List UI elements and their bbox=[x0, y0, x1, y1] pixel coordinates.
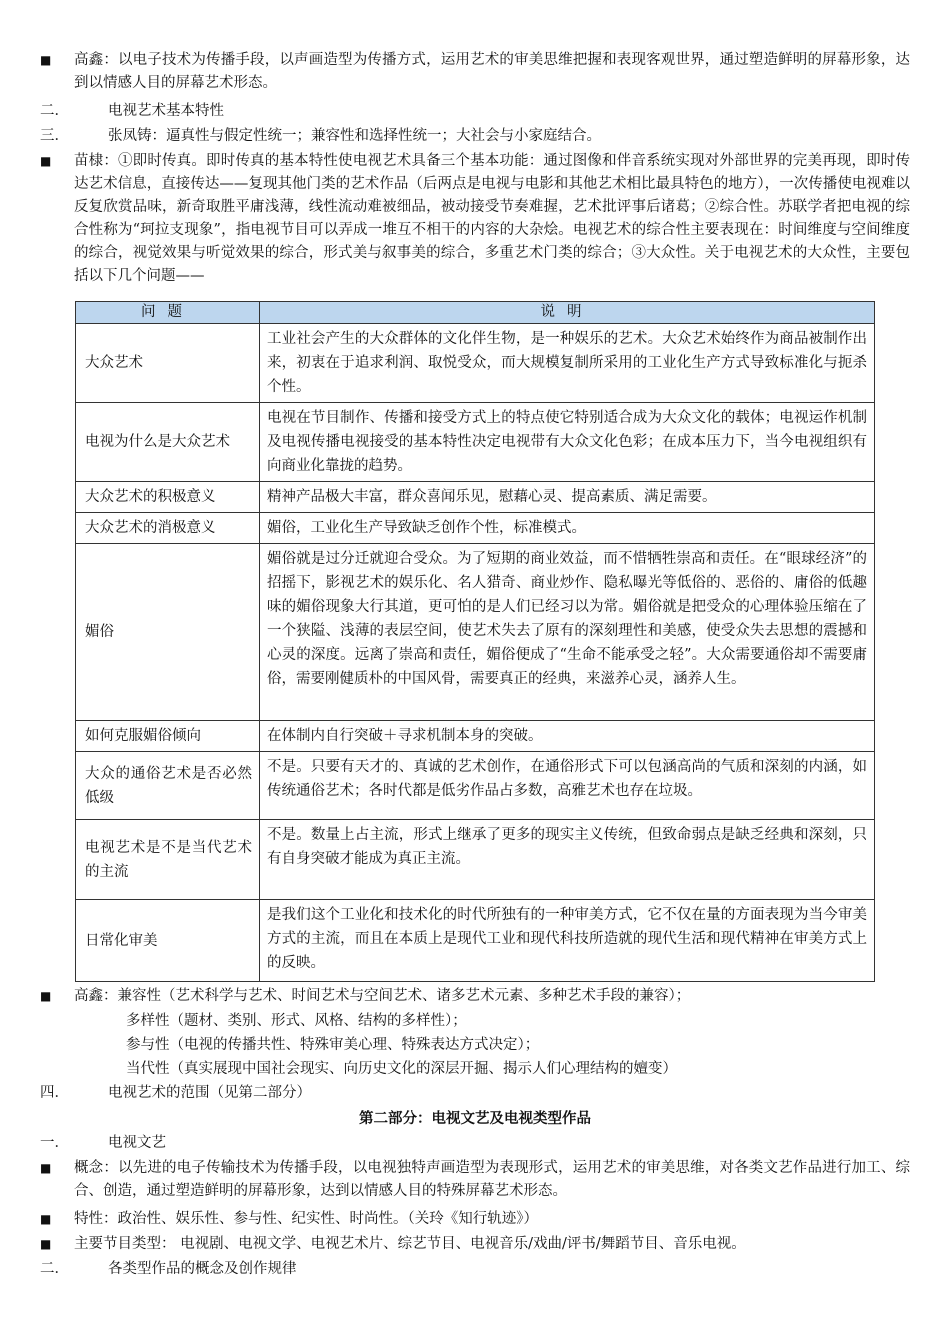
paragraph-text: 参与性（电视的传播共性、特殊审美心理、特殊表达方式决定）； bbox=[126, 1037, 540, 1053]
row-question: 大众的通俗艺术是否必然低级 bbox=[76, 752, 260, 820]
bullet-square-icon: ■ bbox=[40, 154, 52, 168]
section-number: 四． bbox=[40, 1085, 69, 1101]
section-number: 三． bbox=[40, 128, 69, 144]
paragraph-text: 苗棣：①即时传真。即时传真的基本特性使电视艺术具备三个基本功能：通过图像和伴音系统实现对外部世界的完美再现，即时传达艺术信息，直接传达——复现其他门类的艺术作品（后两点是电视与电影和其他艺术相比最具特色的地方），一次传播使电视难以反复欣赏品味，新奇取胜平庸浅薄，线性流动难被细品，被动接受节奏难握，艺术批评事后诸葛；②综合性。苏联学者把电视的综合性称为“珂拉支现象”，指电视节目可以弄成一堆互不相干的内容的大杂烩。电视艺术的综合性主要表现在：时间维度与空间维度的综合，视觉效果与听觉效果的综合，形式美与叙事美的综合，多重艺术门类的综合；③大众性。关于电视艺术的大众性，主要包括以下几个问题—— bbox=[74, 153, 910, 284]
paragraph-text: 多样性（题材、类别、形式、风格、结构的多样性）； bbox=[126, 1013, 467, 1029]
paragraph-text: 当代性（真实展现中国社会现实、向历史文化的深层开掘、揭示人们心理结构的嬗变） bbox=[126, 1061, 677, 1077]
bullet-paragraph-feature bbox=[40, 1208, 910, 1231]
row-question: 媚俗 bbox=[76, 544, 260, 721]
bullet-paragraph-concept bbox=[40, 1157, 910, 1203]
table-header-row bbox=[76, 302, 875, 324]
feature-line-contemporary bbox=[40, 1058, 910, 1081]
paragraph-text: 高鑫：兼容性（艺术科学与艺术、时间艺术与空间艺术、诸多艺术元素、多种艺术手段的兼容）； bbox=[74, 988, 691, 1004]
section-heading-3 bbox=[40, 125, 910, 148]
row-explanation: 电视在节目制作、传播和接受方式上的特点使它特别适合成为大众文化的载体；电视运作机制及电视传播电视接受的基本特性决定电视带有大众文化色彩；在成本压力下，当今电视组织有向商业化靠拢的趋势。 bbox=[260, 403, 875, 482]
row-explanation: 是我们这个工业化和技术化的时代所独有的一种审美方式，它不仅在量的方面表现为当今审美方式的主流，而且在本质上是现代工业和现代科技所造就的现代生活和现代精神在审美方式上的反映。 bbox=[260, 900, 875, 982]
bullet-square-icon: ■ bbox=[40, 989, 52, 1003]
table-row bbox=[76, 513, 875, 544]
row-explanation: 不是。数量上占主流，形式上继承了更多的现实主义传统，但致命弱点是缺乏经典和深刻，只有自身突破才能成为真正主流。 bbox=[260, 820, 875, 900]
feature-line-diversity bbox=[40, 1010, 910, 1033]
table-row bbox=[76, 403, 875, 482]
feature-line-participation bbox=[40, 1034, 910, 1057]
table-row bbox=[76, 482, 875, 513]
mass-art-table bbox=[75, 301, 875, 982]
part2-section-2 bbox=[40, 1258, 910, 1281]
section-number: 一． bbox=[40, 1135, 69, 1151]
section-heading-4 bbox=[40, 1082, 910, 1105]
table-row bbox=[76, 324, 875, 403]
section-title: 电视艺术基本特性 bbox=[108, 103, 224, 119]
part2-section-1 bbox=[40, 1132, 910, 1155]
section-heading-2 bbox=[40, 100, 910, 123]
row-question: 大众艺术的积极意义 bbox=[76, 482, 260, 513]
row-question: 电视艺术是不是当代艺术的主流 bbox=[76, 820, 260, 900]
section-title: 电视文艺 bbox=[108, 1135, 166, 1151]
paragraph-text: 主要节目类型： 电视剧、电视文学、电视艺术片、综艺节目、电视音乐/戏曲/评书/舞蹈节目、音乐电视。 bbox=[74, 1236, 746, 1252]
row-question: 大众艺术 bbox=[76, 324, 260, 403]
section-title: 张凤铸：逼真性与假定性统一；兼容性和选择性统一；大社会与小家庭结合。 bbox=[108, 128, 601, 144]
bullet-square-icon: ■ bbox=[40, 1212, 52, 1226]
section-number: 二． bbox=[40, 1261, 69, 1277]
row-question: 大众艺术的消极意义 bbox=[76, 513, 260, 544]
table-row bbox=[76, 721, 875, 752]
paragraph-text: 特性：政治性、娱乐性、参与性、纪实性、时尚性。（关玲《知行轨迹》） bbox=[74, 1211, 538, 1227]
row-question: 如何克服媚俗倾向 bbox=[76, 721, 260, 752]
table-row bbox=[76, 820, 875, 900]
bullet-paragraph-gaoxin-features bbox=[40, 985, 910, 1008]
row-explanation: 媚俗就是过分迁就迎合受众。为了短期的商业效益，而不惜牺牲崇高和责任。在“眼球经济”的招摇下，影视艺术的娱乐化、名人猎奇、商业炒作、隐私曝光等低俗的、恶俗的、庸俗的低趣味的媚俗现象大行其道，更可怕的是人们已经习以为常。媚俗就是把受众的心理体验压缩在了一个狭隘、浅薄的表层空间，使艺术失去了原有的深刻理性和美感，使受众失去思想的震撼和心灵的深度。远离了崇高和责任，媚俗便成了“生命不能承受之轻”。大众需要通俗却不需要庸俗，需要刚健质朴的中国风骨，需要真正的经典，来滋养心灵，涵养人生。 bbox=[260, 544, 875, 721]
row-explanation: 工业社会产生的大众群体的文化伴生物，是一种娱乐的艺术。大众艺术始终作为商品被制作出来，初衷在于追求利润、取悦受众，而大规模复制所采用的工业化生产方式导致标准化与扼杀个性。 bbox=[260, 324, 875, 403]
paragraph-text: 概念：以先进的电子传输技术为传播手段，以电视独特声画造型为表现形式，运用艺术的审美思维，对各类文艺作品进行加工、综合、创造，通过塑造鲜明的屏幕形象，达到以情感人目的特殊屏幕艺术形态。 bbox=[74, 1160, 910, 1199]
header-question: 问题 bbox=[76, 302, 260, 324]
bullet-square-icon: ■ bbox=[40, 53, 52, 67]
table-row bbox=[76, 752, 875, 820]
section-title: 各类型作品的概念及创作规律 bbox=[108, 1261, 297, 1277]
row-explanation: 在体制内自行突破＋寻求机制本身的突破。 bbox=[260, 721, 875, 752]
paragraph-text: 高鑫：以电子技术为传播手段，以声画造型为传播方式，运用艺术的审美思维把握和表现客观世界，通过塑造鲜明的屏幕形象，达到以情感人目的屏幕艺术形态。 bbox=[74, 52, 910, 91]
row-explanation: 媚俗，工业化生产导致缺乏创作个性，标准模式。 bbox=[260, 513, 875, 544]
row-explanation: 不是。只要有天才的、真诚的艺术创作，在通俗形式下可以包涵高尚的气质和深刻的内涵，如传统通俗艺术；各时代都是低劣作品占多数，高雅艺术也存在垃圾。 bbox=[260, 752, 875, 820]
row-question: 电视为什么是大众艺术 bbox=[76, 403, 260, 482]
row-explanation: 精神产品极大丰富，群众喜闻乐见，慰藉心灵、提高素质、满足需要。 bbox=[260, 482, 875, 513]
bullet-square-icon: ■ bbox=[40, 1161, 52, 1175]
bullet-square-icon: ■ bbox=[40, 1237, 52, 1251]
section-number: 二． bbox=[40, 103, 69, 119]
header-explanation: 说明 bbox=[260, 302, 875, 324]
row-question: 日常化审美 bbox=[76, 900, 260, 982]
bullet-paragraph-program-types bbox=[40, 1233, 910, 1256]
section-title: 电视艺术的范围（见第二部分） bbox=[108, 1085, 311, 1101]
table-row bbox=[76, 900, 875, 982]
bullet-paragraph-miaodi bbox=[40, 150, 910, 288]
part-two-title: 第二部分：电视文艺及电视类型作品 bbox=[359, 1110, 591, 1127]
bullet-paragraph-gaoxin-definition bbox=[40, 49, 910, 95]
table-row bbox=[76, 544, 875, 721]
